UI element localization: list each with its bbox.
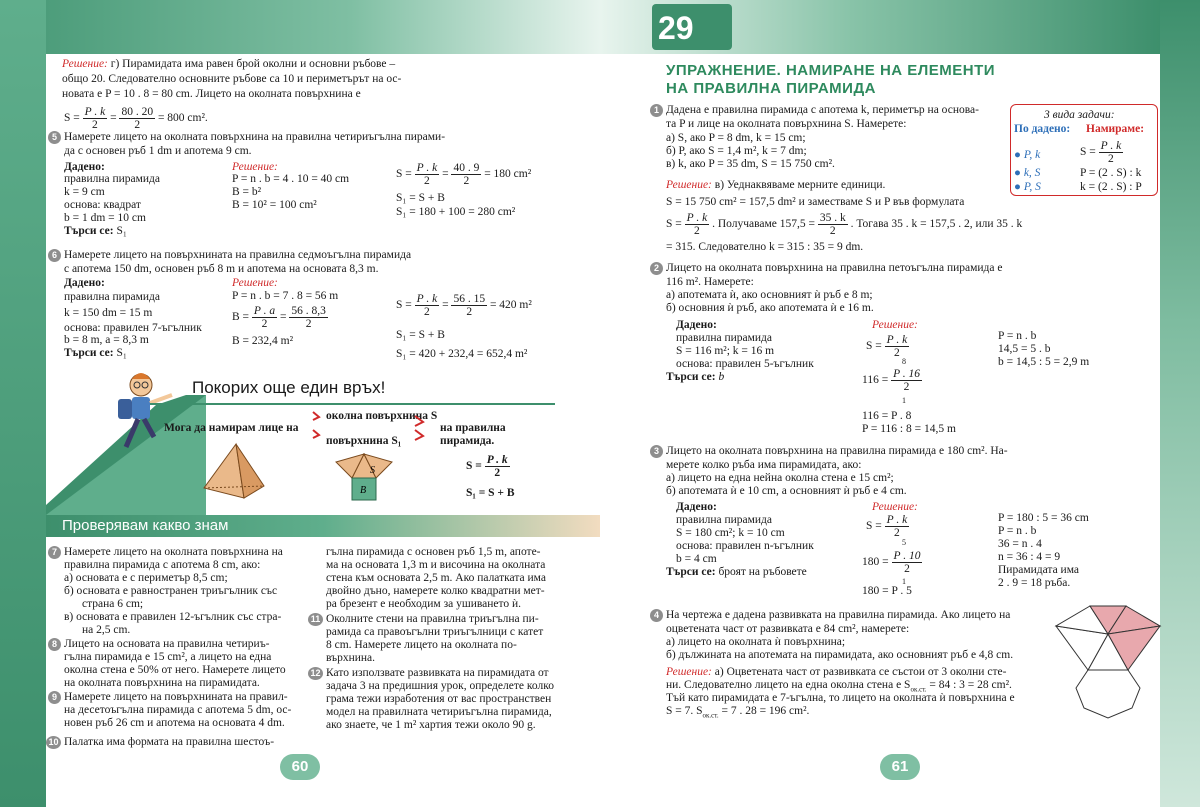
task1-item: б) P, ако S = 1,4 m², k = 7 dm; (666, 145, 807, 157)
solution-g-line2: общо 20. Следователно основните ръбове са 10 и периметърът на ос- (62, 73, 402, 85)
solution-formula: 116 = $\frac{P . 16}{2}$ (862, 368, 921, 393)
tip-title: 3 вида задачи: (1044, 109, 1115, 121)
given-item: правилна пирамида (676, 332, 773, 344)
solution-step: P = 116 : 8 = 14,5 m (862, 423, 956, 435)
task10-line: гълна пирамида с основен ръб 1,5 m, апоте- (326, 546, 541, 558)
pyramid-drawing (200, 440, 270, 500)
given-item: S = 180 cm²; k = 10 cm (676, 527, 785, 539)
task10-line: ра брезент е необходим за ушиването ѝ. (326, 598, 522, 610)
given-item: основа: правилен n-ъгълник (676, 540, 814, 552)
task1-line: Дадена е правилна пирамида с апотема k, периметър на основа- (666, 104, 979, 116)
find-line: Търси се: броят на ръбовете (666, 566, 807, 578)
find-line: Търси се: b (666, 371, 725, 383)
task3-line: мерете колко ръба има пирамидата, ако: (666, 459, 862, 471)
solution-formula: S = $\frac{P . k}{2}$ (866, 334, 908, 359)
solution-step: 116 = P . 8 (862, 410, 912, 422)
task8-line: гълна пирамида е 15 cm², а лицето на една (64, 651, 272, 663)
tip-row-find: S = $\frac{P . k}{2}$ (1080, 140, 1122, 165)
task12-line: Като използвате развивката на пирамидата от (326, 667, 549, 679)
task8-line: на околната повърхнина на пирамидата. (64, 677, 260, 689)
task11-line: върхнина. (326, 652, 376, 664)
task3-item: б) апотемата ѝ е 10 cm, а основният ѝ ръб е 4 cm. (666, 485, 907, 497)
solution-formula: S = $\frac{P . k}{2}$ (866, 514, 908, 539)
task1-solution-line: = 315. Следователно k = 315 : 35 = 9 dm. (666, 241, 864, 253)
given-label: Дадено: (676, 319, 717, 331)
cancel-mark: 5 (902, 538, 906, 547)
summit-formula: S = $\frac{P . k}{2}$ (466, 454, 508, 479)
task-number-badge: 8 (48, 638, 61, 651)
task9-line: новен ръб 26 cm и апотема на основата 4 dm. (64, 717, 285, 729)
solution-step: S₁ = S + B (396, 192, 445, 204)
task-number-badge: 2 (650, 262, 663, 275)
solution-step: P = n . b (998, 330, 1037, 342)
summit-title: Покорих още един връх! (192, 378, 386, 397)
task4-item: а) лицето на околната ѝ повърхнина; (666, 636, 846, 648)
task12-line: грама тежи изработения от вас пространствен (326, 693, 552, 705)
task3-item: а) лицето на една нейна околна стена е 15 cm²; (666, 472, 894, 484)
task4-line: На чертежа е дадена развивката на правилна пирамида. Ако лицето на (666, 609, 1011, 621)
task12-line: задача 3 на предишния урок, определете колко (326, 680, 554, 692)
chapter-number: 29 (658, 10, 694, 46)
task10-line: ма на основата 1,3 m и височина на околната (326, 559, 546, 571)
task-number-badge: 10 (46, 736, 61, 749)
given-item: правилна пирамида (64, 173, 161, 185)
task4-solution: Решение: а) Оцветената част от развивката се състои от 3 околни сте- (666, 666, 1007, 678)
task1-line: та P и лице на околната повърхнина S. Намерете: (666, 118, 907, 130)
task3-line: Лицето на околната повърхнина на правилна пирамида е 180 cm². На- (666, 445, 1008, 457)
cancel-mark: 1 (902, 577, 906, 586)
summit-formula: S₁ = S + B (466, 487, 515, 499)
lesson-title-line1: УПРАЖНЕНИЕ. НАМИРАНЕ НА ЕЛЕМЕНТИ (666, 62, 996, 79)
task6-line1: Намерете лицето на повърхнината на правилна седмоъгълна пирамида (64, 249, 412, 261)
given-item: k = 150 dm = 15 m (64, 307, 153, 319)
task12-line: ако знаете, че 1 m² хартия тежи около 90 g. (326, 719, 536, 731)
solution-step: S₁ = 420 + 232,4 = 652,4 m² (396, 348, 528, 360)
mountain-climber-illustration (46, 355, 206, 515)
task7-line: Намерете лицето на околната повърхнина на (64, 546, 283, 558)
solution-g-line3: новата е P = 10 . 8 = 80 cm. Лицето на околната повърхнина е (62, 88, 361, 100)
tip-row-given: ● P, k (1014, 149, 1041, 161)
section-title: Проверявам какво знам (62, 517, 229, 534)
task2-item: б) основния ѝ ръб, ако апотемата ѝ е 16 m. (666, 302, 874, 314)
given-item: k = 9 cm (64, 186, 105, 198)
task9-line: на десетоъгълна пирамида с апотема 5 dm, ос- (64, 704, 292, 716)
task-number-badge: 12 (308, 667, 323, 680)
summit-text: пирамида. (440, 435, 495, 447)
solution-step: B = 232,4 m² (232, 335, 294, 347)
solution-step: b = 14,5 : 5 = 2,9 m (998, 356, 1090, 368)
task2-item: а) апотемата ѝ, ако основният ѝ ръб е 8 m; (666, 289, 873, 301)
solution-formula: 180 = $\frac{P . 10}{2}$ (862, 550, 921, 575)
task-number-badge: 6 (48, 249, 61, 262)
lesson-title-line2: НА ПРАВИЛНА ПИРАМИДА (666, 80, 876, 97)
task-number-badge: 1 (650, 104, 663, 117)
given-item: правилна пирамида (64, 291, 161, 303)
page-number: 60 (280, 754, 320, 780)
solution-step: Пирамидата има (998, 564, 1080, 576)
task12-line: модел на правилната четириъгълна пирамида, (326, 706, 552, 718)
solution-step: 36 = n . 4 (998, 538, 1042, 550)
solution-step: 2 . 9 = 18 ръба. (998, 577, 1071, 589)
task1-solution-formula: S = $\frac{P . k}{2}$ . Получаваме 157,5 = $\frac{35 . k}{2}$ . Тогава 35 . k = 157,5 . 2, или 35 . k (666, 212, 1023, 237)
solution-g-line1: Решение: г) Пирамидата има равен брой околни и основни ръбове – (62, 58, 396, 70)
tip-row-find: k = (2 . S) : P (1080, 181, 1142, 193)
task11-line: Околните стени на правилна триъгълна пи- (326, 613, 539, 625)
given-item: S = 116 m²; k = 16 m (676, 345, 775, 357)
cancel-mark: 8 (902, 357, 906, 366)
left-margin-band (0, 0, 46, 807)
given-item: b = 4 cm (676, 553, 717, 565)
net-label-b: B (360, 485, 367, 496)
task4-item: б) дължината на апотемата на пирамидата, ако основният ръб е 4,8 cm. (666, 649, 1014, 661)
task8-line: околна стена е 50% от него. Намерете лицето (64, 664, 286, 676)
summit-text: на правилна (440, 422, 506, 434)
task10-line: двойно дъно, намерете колко квадратни мет- (326, 585, 545, 597)
solution-formula: S = $\frac{P . k}{2}$ = $\frac{56 . 15}{2}$ = 420 m² (396, 293, 532, 318)
solution-step: 180 = P . 5 (862, 585, 912, 597)
solution-formula: B = $\frac{P . a}{2}$ = $\frac{56 . 8,3}{2}$ (232, 305, 326, 330)
solution-step: P = n . b (998, 525, 1037, 537)
tip-row-find: P = (2 . S) : k (1080, 167, 1142, 179)
given-label: Дадено: (64, 161, 105, 173)
cancel-mark: 1 (902, 396, 906, 405)
task1-solution: Решение: в) Уеднаквяваме мерните единици. (666, 179, 886, 191)
task-number-badge: 7 (48, 546, 61, 559)
solution-step: P = n . b = 7 . 8 = 56 m (232, 290, 339, 302)
tip-row-given: ● k, S (1014, 167, 1041, 179)
task4-solution-line: Тъй като пирамидата е 7-ъгълна, то лицето на околната ѝ повърхнина е (666, 692, 1015, 704)
task2-line: Лицето на околната повърхнина на правилна петоъгълна пирамида е (666, 262, 1003, 274)
given-item: правилна пирамида (676, 514, 773, 526)
tip-column-find: Намираме: (1086, 123, 1145, 135)
summit-text: околна повърхнина S (326, 410, 438, 422)
summit-text: Мога да намирам лице на (164, 422, 299, 434)
tip-column-given: По дадено: (1014, 123, 1071, 135)
summit-text: повърхнина S₁ (326, 435, 402, 447)
summit-divider (150, 403, 555, 405)
task7-item: на 2,5 cm. (82, 624, 131, 636)
task7-item: страна 6 cm; (82, 598, 144, 610)
given-item: основа: правилен 5-ъгълник (676, 358, 814, 370)
solution-step: n = 36 : 4 = 9 (998, 551, 1061, 563)
given-label: Дадено: (64, 277, 105, 289)
task4-line: оцветената част от развивката е 84 cm², намерете: (666, 623, 910, 635)
solution-step: S₁ = S + B (396, 329, 445, 341)
task1-solution-line: S = 15 750 cm² = 157,5 dm² и заместваме S и P във формулата (666, 196, 965, 208)
task1-item: в) k, ако P = 35 dm, S = 15 750 cm². (666, 158, 835, 170)
task7-line: правилна пирамида с апотема 8 cm, ако: (64, 559, 261, 571)
task10-line: Палатка има формата на правилна шестоъ- (64, 736, 275, 748)
task4-solution-line: S = 7. $S_{ок.ст.} = 7$ . 28 = 196 cm². (666, 705, 810, 720)
task-number-badge: 4 (650, 609, 663, 622)
solution-step: S₁ = 180 + 100 = 280 cm² (396, 206, 516, 218)
solution-step: P = n . b = 4 . 10 = 40 cm (232, 173, 350, 185)
solution-g-formula: S = $\frac{P . k}{2}$ = $\frac{80 . 20}{2}$ = 800 cm². (64, 106, 208, 131)
solution-label: Решение: (232, 277, 278, 289)
given-item: основа: квадрат (64, 199, 141, 211)
task5-line2: да с основен ръб 1 dm и апотема 9 cm. (64, 145, 252, 157)
page-number: 61 (880, 754, 920, 780)
task4-solution-line: ни. Следователно лицето на една околна стена е $S_{ок.ст.} = 84$ : 3 = 28 cm². (666, 679, 1012, 694)
task1-item: а) S, ако P = 8 dm, k = 15 cm; (666, 132, 806, 144)
find-line: Търси се: S₁ (64, 347, 127, 359)
task-number-badge: 9 (48, 691, 61, 704)
right-page (600, 0, 1200, 807)
task2-line: 116 m². Намерете: (666, 276, 754, 288)
given-item: b = 1 dm = 10 cm (64, 212, 146, 224)
task7-item: б) основата е равностранен триъгълник със (64, 585, 278, 597)
left-top-strip (46, 0, 600, 54)
solution-label: Решение: (872, 501, 918, 513)
net-label-s: S (370, 465, 375, 476)
solution-label: Решение: (872, 319, 918, 331)
pyramid-net-heptagon-drawing (1052, 604, 1164, 724)
task-number-badge: 5 (48, 131, 61, 144)
solution-label: Решение: (232, 161, 278, 173)
solution-formula: S = $\frac{P . k}{2}$ = $\frac{40 . 9}{2}$ = 180 cm² (396, 162, 532, 187)
solution-step: B = 10² = 100 cm² (232, 199, 317, 211)
solution-step: 14,5 = 5 . b (998, 343, 1051, 355)
solution-step: B = b² (232, 186, 262, 198)
task11-line: 8 cm. Намерете лицето на околната по- (326, 639, 517, 651)
given-label: Дадено: (676, 501, 717, 513)
task-number-badge: 3 (650, 445, 663, 458)
task9-line: Намерете лицето на повърхнината на правил- (64, 691, 288, 703)
task7-item: в) основата е правилен 12-ъгълник със стра- (64, 611, 282, 623)
given-item: b = 8 m, a = 8,3 m (64, 334, 149, 346)
given-item: основа: правилен 7-ъгълник (64, 322, 202, 334)
pyramid-net-drawing (330, 448, 400, 504)
task-number-badge: 11 (308, 613, 323, 626)
task5-line1: Намерете лицето на околната повърхнина на правилна четириъгълна пирами- (64, 131, 446, 143)
tip-row-given: ● P, S (1014, 181, 1041, 193)
task6-line2: с апотема 150 dm, основен ръб 8 m и апотема на основата 8,3 m. (64, 263, 379, 275)
find-line: Търси се: S₁ (64, 225, 127, 237)
solution-step: P = 180 : 5 = 36 cm (998, 512, 1089, 524)
task8-line: Лицето на основата на правилна четириъ- (64, 638, 270, 650)
right-margin-band (1160, 0, 1200, 807)
summit-arrows (305, 408, 445, 448)
task11-line: рамида са правоъгълни триъгълници с катет (326, 626, 544, 638)
task10-line: стена към основата 2,5 m. Ако палатката има (326, 572, 546, 584)
task7-item: а) основата е с периметър 8,5 cm; (64, 572, 228, 584)
